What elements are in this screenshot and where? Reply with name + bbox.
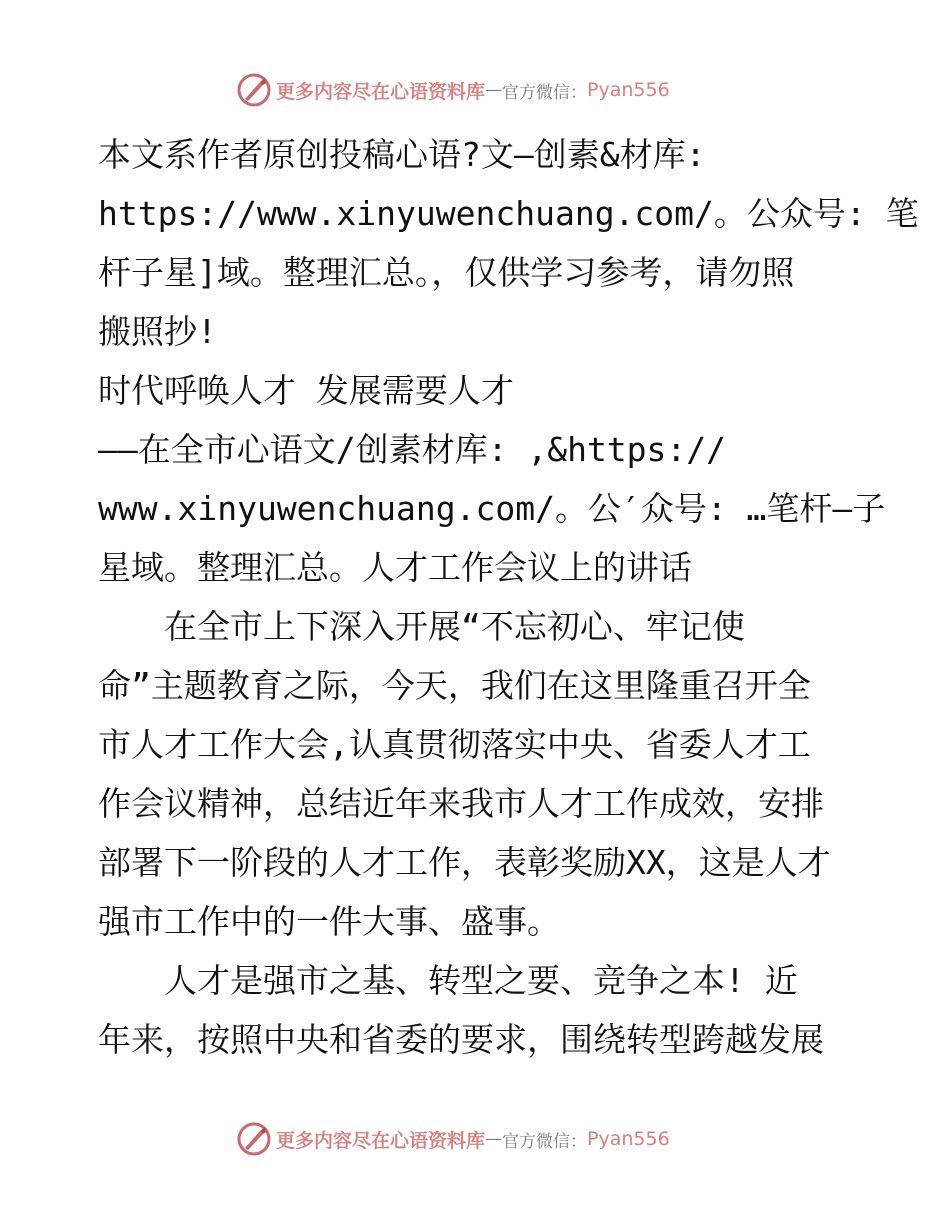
subtitle-line: www.xinyuwenchuang.com/。公′众号: …笔杆—子 (98, 489, 886, 528)
banner-wechat-id: Pyan556 (587, 1128, 670, 1150)
banner-wechat-label: 官方微信： (502, 82, 588, 103)
document-body (98, 125, 919, 1069)
paragraph-line: 年来，按照中央和省委的要求，围绕转型跨越发展 (98, 1020, 824, 1059)
banner-text: 更多内容尽在心语资料库 (276, 1129, 486, 1152)
paragraph-line: 作会议精神，总结近年来我市人才工作成效，安排 (98, 784, 824, 823)
paragraph-line: 部署下一阶段的人才工作，表彰奖励XX，这是人才 (98, 843, 831, 882)
document-title (98, 361, 858, 420)
title-line: 时代呼唤人才 发展需要人才 (98, 371, 514, 410)
paragraph-line: 在全市上下深入开展“不忘初心、牢记使 (98, 607, 745, 646)
paragraph-line: 人才是强市之基、转型之要、竞争之本! 近 (98, 961, 798, 1000)
paragraph-line: 市人才工作大会,认真贯彻落实中央、省委人才工 (98, 725, 811, 764)
subtitle-line: 星域。整理汇总。人才工作会议上的讲话 (98, 548, 692, 587)
paragraph-line: 强市工作中的一件大事、盛事。 (98, 902, 560, 941)
banner-dash: — (485, 1129, 503, 1149)
notice-line: 搬照抄! (98, 312, 217, 351)
notice-paragraph (98, 125, 919, 361)
header-banner (236, 72, 670, 108)
subtitle-line: ——在全市心语文/创素材库: ,&https:// (98, 430, 727, 469)
quill-logo-icon (236, 1121, 272, 1157)
banner-wechat-label: 官方微信： (502, 1131, 588, 1152)
banner-dash: — (485, 80, 503, 100)
notice-line: 杆子星]域。整理汇总。，仅供学习参考，请勿照 (98, 253, 795, 292)
banner-text: 更多内容尽在心语资料库 (276, 80, 486, 103)
footer-banner (236, 1121, 670, 1157)
notice-line: https://www.xinyuwenchuang.com/。公众号: 笔 (98, 194, 919, 233)
document-subtitle (98, 420, 886, 597)
banner-wechat-id: Pyan556 (587, 79, 670, 101)
body-paragraph-1 (98, 597, 858, 951)
body-paragraph-2 (98, 951, 858, 1069)
paragraph-line: 命”主题教育之际，今天，我们在这里隆重召开全 (98, 666, 811, 705)
notice-line: 本文系作者原创投稿心语?文—创素&材库: (98, 135, 706, 174)
quill-logo-icon (236, 72, 272, 108)
